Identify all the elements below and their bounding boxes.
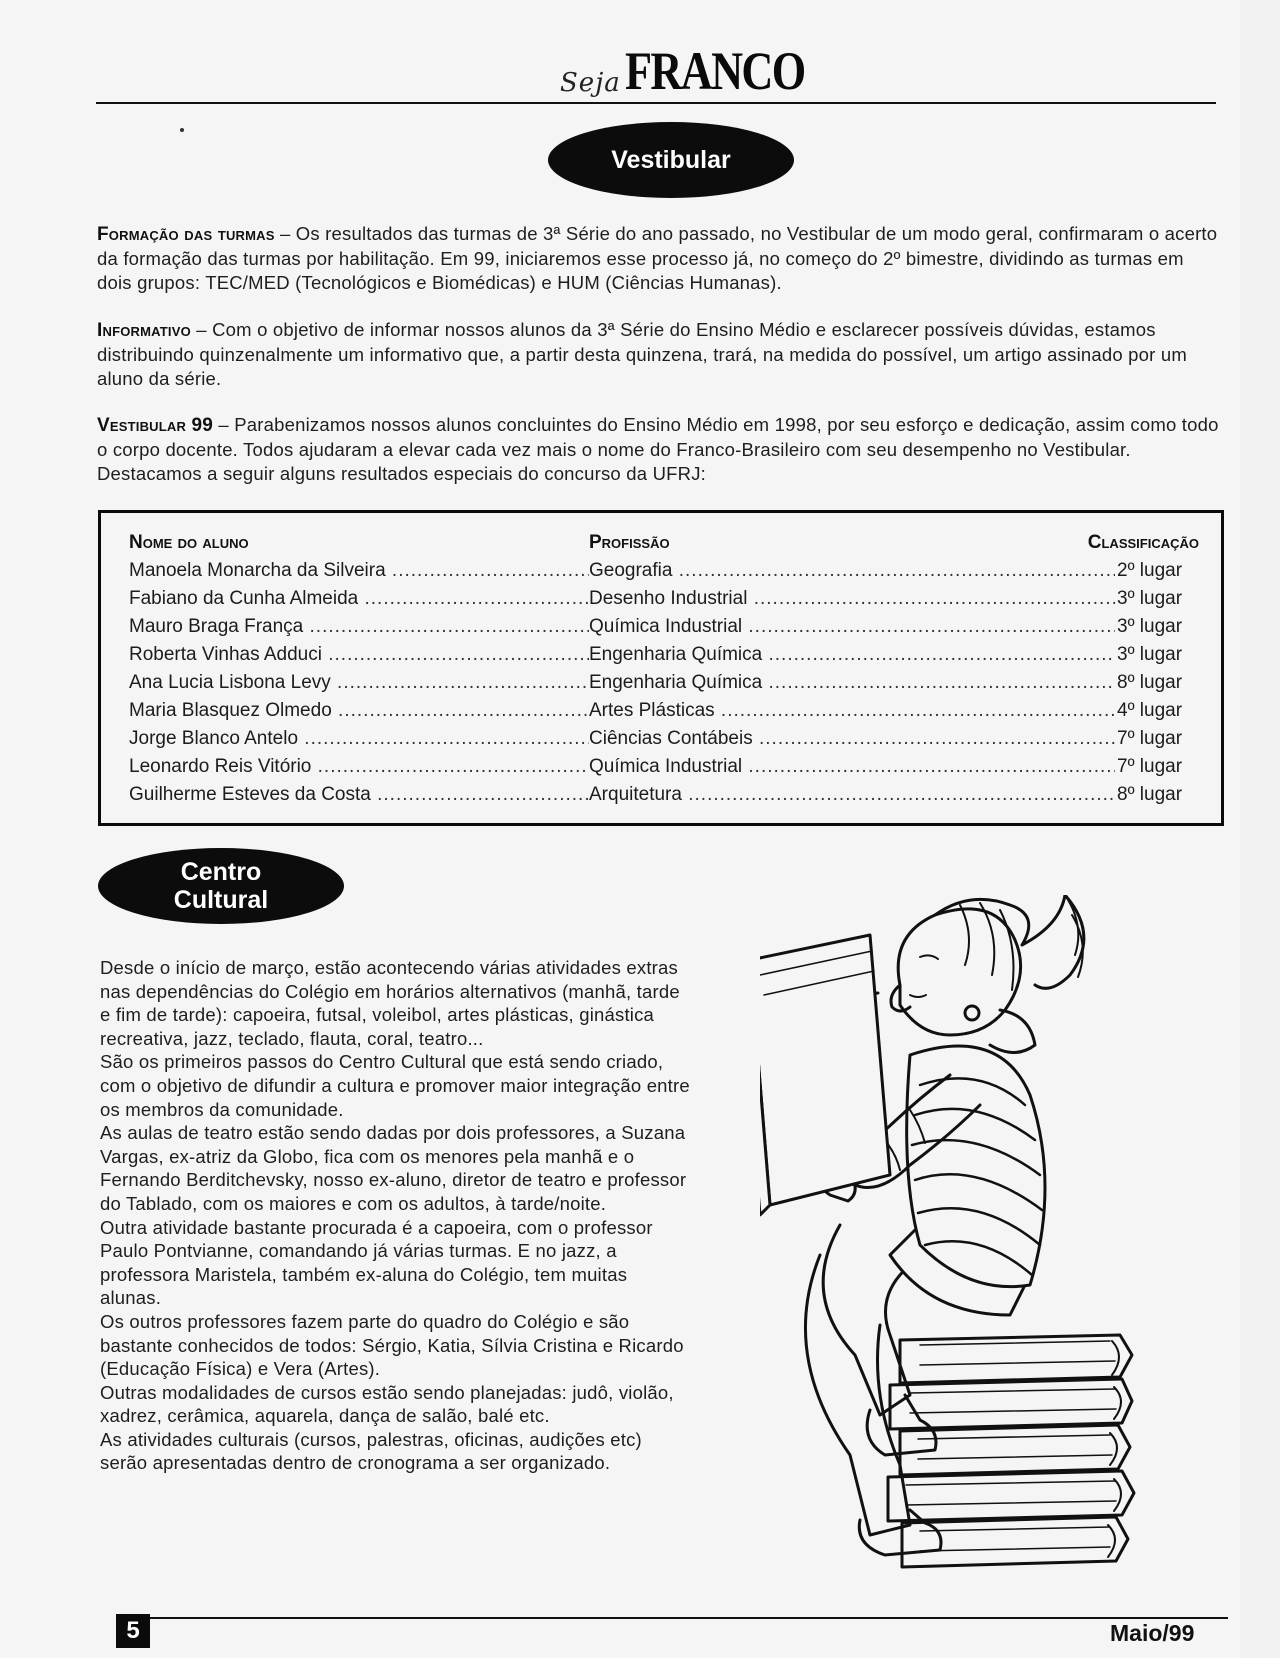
masthead-seja: Seja <box>560 68 621 98</box>
print-speck <box>180 128 184 132</box>
student-rank: 2º lugar <box>1117 560 1183 581</box>
table-row <box>129 557 1199 585</box>
student-profession: Geografia ..... <box>589 557 1115 585</box>
student-profession: Química Industrial ..... <box>589 613 1115 641</box>
student-rank: 3º lugar <box>1117 616 1183 637</box>
article-paragraph: São os primeiros passos do Centro Cultural que está sendo criado, com o objetivo de difundir a cultura e promover maior integração entre os membros da comunidade. <box>100 1051 690 1120</box>
student-profession: Engenharia Química ..... <box>589 641 1115 669</box>
centro-badge-line-1: Centro <box>180 858 262 886</box>
vestibular-badge-label: Vestibular <box>611 145 731 174</box>
girl-reading-on-books-icon <box>760 895 1140 1575</box>
student-name: Jorge Blanco Antelo ..... <box>129 725 589 753</box>
table-row <box>129 585 1199 613</box>
article-paragraph: Desde o início de março, estão acontecendo várias atividades extras nas dependências do Colégio em horários alternativos (manhã, tarde e fim de tarde): capoeira, futsal, voleibol, artes plásticas, ginástica recreativa, jazz, teclado, flauta, coral, teatro... <box>100 957 680 1049</box>
header-profession: Profissão <box>589 532 670 553</box>
student-profession: Química Industrial ..... <box>589 753 1115 781</box>
article-paragraph: As atividades culturais (cursos, palestras, oficinas, audições etc) serão apresentadas dentro de cronograma a ser organizado. <box>100 1428 642 1474</box>
student-name: Leonardo Reis Vitório ..... <box>129 753 589 781</box>
table-row <box>129 781 1199 809</box>
student-profession: Ciências Contábeis ..... <box>589 725 1115 753</box>
student-name: Manoela Monarcha da Silveira ..... <box>129 557 589 585</box>
student-name: Guilherme Esteves da Costa ..... <box>129 781 589 809</box>
student-profession: Arquitetura ..... <box>589 781 1115 809</box>
student-profession: Desenho Industrial ..... <box>589 585 1115 613</box>
masthead-logo <box>560 42 844 102</box>
header-name: Nome do aluno <box>129 532 249 553</box>
bottom-divider <box>118 1617 1228 1619</box>
results-table-box <box>98 510 1224 826</box>
issue-date: Maio/99 <box>1110 1620 1195 1646</box>
paragraph-text: – Com o objetivo de informar nossos alunos da 3ª Série do Ensino Médio e esclarecer possíveis dúvidas, estamos distribuindo quinzenalmente um informativo que, a partir desta quinzena, trará, na medida do possível, um artigo assinado por um aluno da série. <box>97 319 1187 389</box>
paragraph-vestibular-99 <box>97 413 1221 486</box>
student-name: Maria Blasquez Olmedo ..... <box>129 697 589 725</box>
paragraph-informativo <box>97 318 1221 391</box>
student-rank: 3º lugar <box>1117 588 1183 609</box>
student-rank: 7º lugar <box>1117 756 1183 777</box>
paragraph-text: – Parabenizamos nossos alunos concluintes do Ensino Médio em 1998, por seu esforço e dedicação, assim como todo o corpo docente. Todos ajudaram a elevar cada vez mais o nome do Franco-Brasileiro com seu desempenho no Vestibular. Destacamos a seguir alguns resultados especiais do concurso da UFRJ: <box>97 414 1219 484</box>
paragraph-lead: Informativo <box>97 320 191 341</box>
article-paragraph: As aulas de teatro estão sendo dadas por dois professores, a Suzana Vargas, ex-atriz da Globo, fica com os menores pela manhã e o Fernando Berditchevsky, nosso ex-aluno, diretor de teatro e professor do Tablado, com os maiores e com os adultos, à tarde/noite. <box>100 1122 687 1214</box>
table-row <box>129 725 1199 753</box>
student-name: Fabiano da Cunha Almeida ..... <box>129 585 589 613</box>
centro-cultural-article <box>100 956 690 1475</box>
table-row <box>129 697 1199 725</box>
student-profession: Engenharia Química ..... <box>589 669 1115 697</box>
paragraph-formacao <box>97 222 1221 295</box>
masthead-franco: FRANCO <box>624 41 805 101</box>
paragraph-lead: Vestibular 99 <box>97 415 214 436</box>
table-row <box>129 753 1199 781</box>
centro-badge-line-2: Cultural <box>173 886 269 914</box>
student-profession: Artes Plásticas ..... <box>589 697 1115 725</box>
student-name: Roberta Vinhas Adduci ..... <box>129 641 589 669</box>
table-row <box>129 669 1199 697</box>
student-name: Ana Lucia Lisbona Levy ..... <box>129 669 589 697</box>
table-row <box>129 613 1199 641</box>
student-rank: 4º lugar <box>1117 700 1183 721</box>
page-number-badge <box>116 1614 150 1648</box>
paragraph-text: – Os resultados das turmas de 3ª Série do ano passado, no Vestibular de um modo geral, confirmaram o acerto da formação das turmas por habilitação. Em 99, iniciaremos esse processo já, no começo do 2º bimestre, dividindo as turmas em dois grupos: TEC/MED (Tecnológicos e Biomédicas) e HUM (Ciências Humanas). <box>97 223 1218 293</box>
table-row <box>129 641 1199 669</box>
student-rank: 8º lugar <box>1117 672 1183 693</box>
header-rank: Classificação <box>1087 532 1199 553</box>
page-number: 5 <box>126 1617 140 1644</box>
student-rank: 8º lugar <box>1117 784 1183 805</box>
student-name: Mauro Braga França ..... <box>129 613 589 641</box>
paragraph-lead: Formação das turmas <box>97 224 275 245</box>
results-table <box>129 529 1199 809</box>
article-paragraph: Outra atividade bastante procurada é a capoeira, com o professor Paulo Pontvianne, comandando já várias turmas. E no jazz, a professora Maristela, também ex-aluna do Colégio, tem muitas alunas. <box>100 1216 653 1309</box>
article-paragraph: Outras modalidades de cursos estão sendo planejadas: judô, violão, xadrez, cerâmica, aquarela, dança de salão, balé etc. <box>100 1381 674 1427</box>
student-rank: 7º lugar <box>1117 728 1183 749</box>
vestibular-section-badge <box>548 122 794 198</box>
results-header-row <box>129 529 1199 557</box>
centro-cultural-section-badge <box>98 848 344 924</box>
article-paragraph: Os outros professores fazem parte do quadro do Colégio e são bastante conhecidos de todos: Sérgio, Katia, Sílvia Cristina e Ricardo (Educação Física) e Vera (Artes). <box>100 1310 684 1380</box>
top-divider <box>96 102 1216 104</box>
student-rank: 3º lugar <box>1117 644 1183 665</box>
